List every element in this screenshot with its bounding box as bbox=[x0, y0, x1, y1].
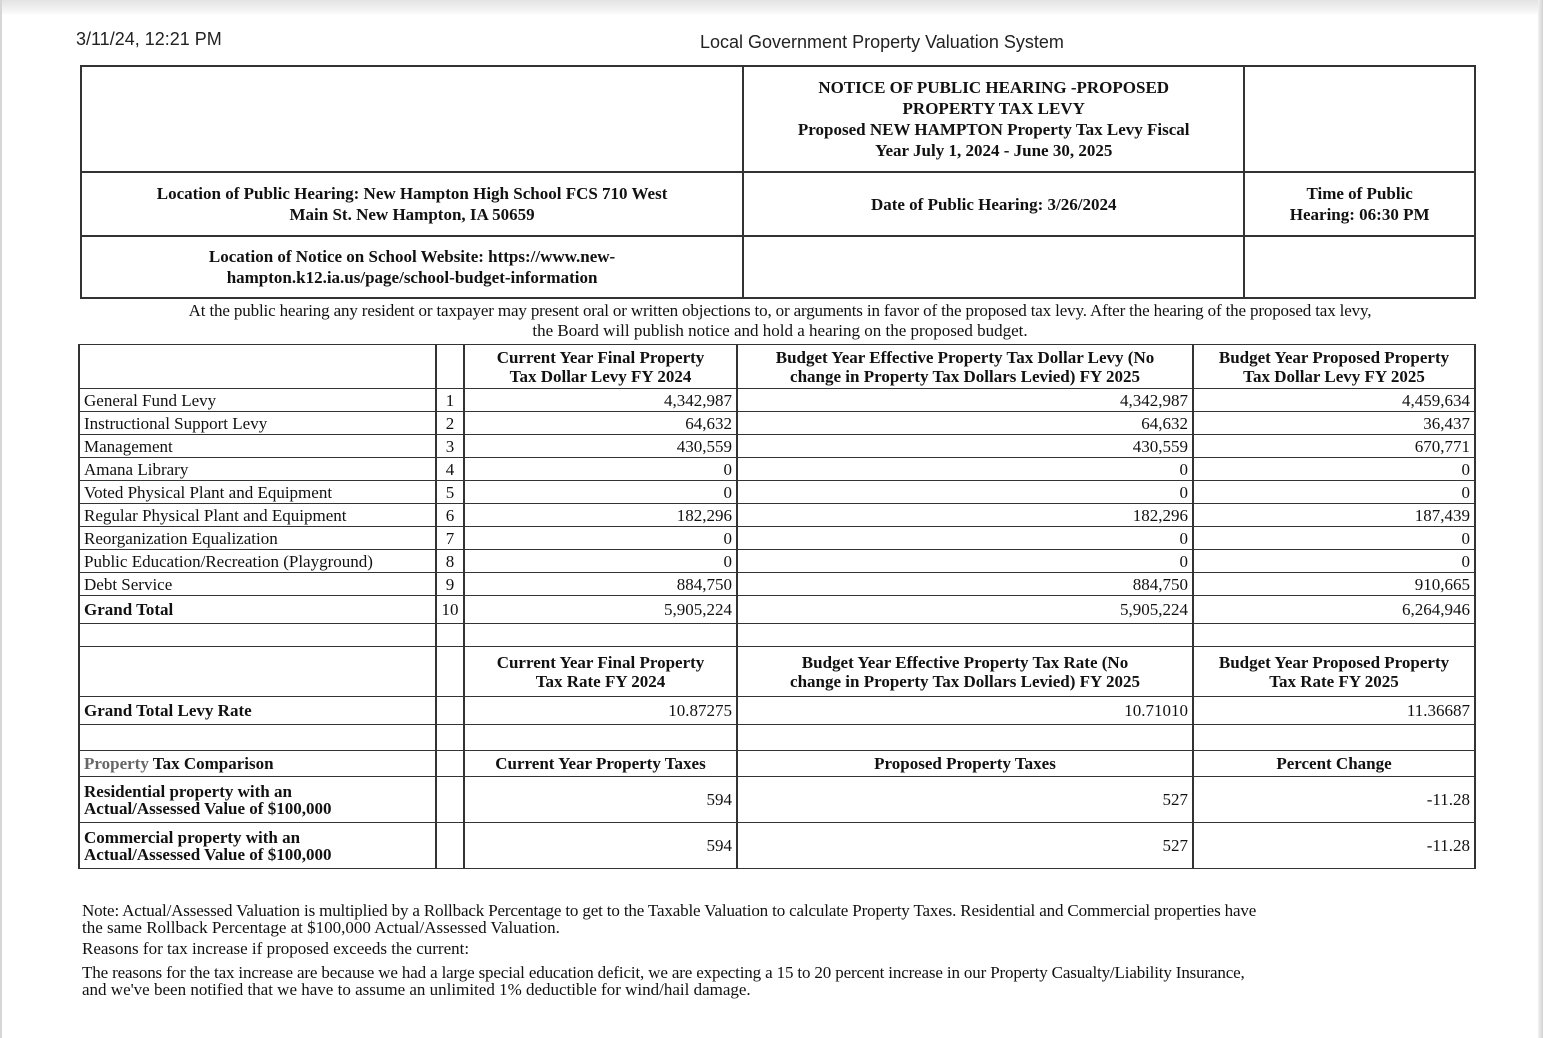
header-line: Budget Year Effective Property Tax Dollar Levy (No bbox=[775, 347, 1155, 367]
comparison-row bbox=[79, 777, 1475, 823]
blank-cell bbox=[464, 624, 737, 647]
header-line: Tax Rate FY 2025 bbox=[1269, 671, 1399, 691]
levy-proposed: 0 bbox=[1193, 458, 1475, 481]
blank-cell bbox=[436, 647, 464, 697]
comparison-header-row bbox=[79, 751, 1475, 777]
table-row bbox=[79, 504, 1475, 527]
levy-current: 0 bbox=[464, 458, 737, 481]
levy-label: Public Education/Recreation (Playground) bbox=[79, 550, 436, 573]
scan-shadow bbox=[0, 0, 1543, 14]
blank-cell bbox=[436, 345, 464, 389]
header-line: Tax Rate FY 2024 bbox=[535, 671, 666, 691]
notice-subtitle-line1: Proposed NEW HAMPTON Property Tax Levy Fiscal bbox=[797, 120, 1190, 139]
rate-header-current bbox=[464, 647, 737, 697]
comparison-header-current: Current Year Property Taxes bbox=[464, 751, 737, 777]
spacer-row bbox=[79, 725, 1475, 751]
comparison-header-change: Percent Change bbox=[1193, 751, 1475, 777]
reasons-text bbox=[82, 964, 1472, 998]
table-row bbox=[79, 573, 1475, 596]
hearing-time-line1: Time of Public bbox=[1306, 184, 1413, 203]
blank-cell bbox=[79, 624, 436, 647]
system-title: Local Government Property Valuation System bbox=[700, 32, 1064, 52]
levy-proposed: 0 bbox=[1193, 527, 1475, 550]
levy-effective: 4,342,987 bbox=[737, 389, 1193, 412]
levy-label: General Fund Levy bbox=[79, 389, 436, 412]
hearing-time-line2: Hearing: 06:30 PM bbox=[1289, 205, 1430, 224]
comparison-row-label bbox=[79, 823, 436, 869]
table-row bbox=[79, 412, 1475, 435]
reasons-line2: and we've been notified that we have to assume an unlimited 1% deductible for wind/hail damage. bbox=[82, 980, 751, 999]
row-label-line: Commercial property with an bbox=[84, 827, 301, 847]
blank-cell bbox=[1244, 236, 1475, 298]
levy-effective: 5,905,224 bbox=[737, 596, 1193, 624]
grand-total-row bbox=[79, 596, 1475, 624]
table-row bbox=[79, 550, 1475, 573]
levy-current: 4,342,987 bbox=[464, 389, 737, 412]
blank-cell bbox=[1244, 66, 1475, 172]
levy-label: Voted Physical Plant and Equipment bbox=[79, 481, 436, 504]
blank-cell bbox=[81, 66, 743, 172]
rate-proposed: 11.36687 bbox=[1193, 697, 1475, 725]
note-line1: Note: Actual/Assessed Valuation is multiplied by a Rollback Percentage to get to the Taxable Valuation to calculate Property Taxes. Residential and Commercial properties have bbox=[82, 901, 1257, 920]
rate-header-effective bbox=[737, 647, 1193, 697]
website-cell bbox=[81, 236, 743, 298]
row-label-line: Actual/Assessed Value of $100,000 bbox=[84, 844, 332, 864]
levy-effective: 182,296 bbox=[737, 504, 1193, 527]
intro-line2: the Board will publish notice and hold a hearing on the proposed budget. bbox=[532, 321, 1028, 340]
levy-proposed: 36,437 bbox=[1193, 412, 1475, 435]
levy-effective: 64,632 bbox=[737, 412, 1193, 435]
note-line2: the same Rollback Percentage at $100,000 Actual/Assessed Valuation. bbox=[82, 918, 560, 937]
blank-cell bbox=[436, 697, 464, 725]
levy-line-number: 2 bbox=[436, 412, 464, 435]
comparison-label-rest: Tax Comparison bbox=[148, 754, 274, 773]
levy-current: 5,905,224 bbox=[464, 596, 737, 624]
notice-title-cell bbox=[743, 66, 1244, 172]
levy-proposed: 670,771 bbox=[1193, 435, 1475, 458]
blank-cell bbox=[743, 236, 1244, 298]
hearing-intro-text bbox=[80, 301, 1480, 341]
levy-current: 0 bbox=[464, 527, 737, 550]
levy-line-number: 6 bbox=[436, 504, 464, 527]
header-line: Budget Year Effective Property Tax Rate (No bbox=[801, 652, 1129, 672]
blank-cell bbox=[79, 345, 436, 389]
levy-table bbox=[78, 344, 1476, 869]
levy-current: 884,750 bbox=[464, 573, 737, 596]
levy-current: 0 bbox=[464, 550, 737, 573]
hearing-location-line2: Main St. New Hampton, IA 50659 bbox=[289, 205, 535, 224]
blank-cell bbox=[1193, 725, 1475, 751]
blank-cell bbox=[737, 725, 1193, 751]
levy-line-number: 3 bbox=[436, 435, 464, 458]
levy-proposed: 0 bbox=[1193, 550, 1475, 573]
levy-header-row bbox=[79, 345, 1475, 389]
notice-title-line2: PROPERTY TAX LEVY bbox=[902, 99, 1085, 118]
table-row bbox=[79, 458, 1475, 481]
levy-line-number: 4 bbox=[436, 458, 464, 481]
comparison-change: -11.28 bbox=[1193, 777, 1475, 823]
levy-effective: 0 bbox=[737, 481, 1193, 504]
blank-cell bbox=[737, 624, 1193, 647]
blank-cell bbox=[464, 725, 737, 751]
rate-header-row bbox=[79, 647, 1475, 697]
header-line: change in Property Tax Dollars Levied) FY 2025 bbox=[790, 366, 1140, 386]
levy-line-number: 7 bbox=[436, 527, 464, 550]
levy-current: 64,632 bbox=[464, 412, 737, 435]
comparison-proposed: 527 bbox=[737, 777, 1193, 823]
levy-label: Reorganization Equalization bbox=[79, 527, 436, 550]
comparison-row-label bbox=[79, 777, 436, 823]
blank-cell bbox=[436, 823, 464, 869]
hearing-location-line1: Location of Public Hearing: New Hampton High School FCS 710 West bbox=[156, 184, 668, 203]
header-line: Budget Year Proposed Property bbox=[1218, 652, 1450, 672]
rate-label: Grand Total Levy Rate bbox=[79, 697, 436, 725]
comparison-label-faded: Property bbox=[84, 754, 149, 773]
notice-title-line1: NOTICE OF PUBLIC HEARING -PROPOSED bbox=[818, 78, 1170, 97]
blank-cell bbox=[436, 725, 464, 751]
levy-header-effective bbox=[737, 345, 1193, 389]
rate-effective: 10.71010 bbox=[737, 697, 1193, 725]
rate-current: 10.87275 bbox=[464, 697, 737, 725]
table-row bbox=[79, 435, 1475, 458]
levy-header-proposed bbox=[1193, 345, 1475, 389]
levy-label: Instructional Support Levy bbox=[79, 412, 436, 435]
print-timestamp: 3/11/24, 12:21 PM bbox=[76, 29, 222, 49]
levy-proposed: 910,665 bbox=[1193, 573, 1475, 596]
comparison-row bbox=[79, 823, 1475, 869]
table-row bbox=[79, 389, 1475, 412]
scan-edge-left bbox=[0, 0, 2, 1038]
levy-label: Grand Total bbox=[79, 596, 436, 624]
levy-label: Amana Library bbox=[79, 458, 436, 481]
hearing-time-cell bbox=[1244, 172, 1475, 236]
levy-label: Management bbox=[79, 435, 436, 458]
levy-effective: 0 bbox=[737, 550, 1193, 573]
blank-cell bbox=[79, 647, 436, 697]
reasons-heading: Reasons for tax increase if proposed exceeds the current: bbox=[82, 939, 470, 958]
comparison-change: -11.28 bbox=[1193, 823, 1475, 869]
levy-current: 0 bbox=[464, 481, 737, 504]
hearing-date: Date of Public Hearing: 3/26/2024 bbox=[743, 172, 1244, 236]
blank-cell bbox=[1193, 624, 1475, 647]
levy-line-number: 9 bbox=[436, 573, 464, 596]
blank-cell bbox=[436, 751, 464, 777]
comparison-header-proposed: Proposed Property Taxes bbox=[737, 751, 1193, 777]
levy-effective: 0 bbox=[737, 527, 1193, 550]
notice-subtitle-line2: Year July 1, 2024 - June 30, 2025 bbox=[875, 141, 1113, 160]
comparison-current: 594 bbox=[464, 823, 737, 869]
intro-line1: At the public hearing any resident or taxpayer may present oral or written objections to, or arguments in favor of the proposed tax levy. After the hearing of the proposed tax levy, bbox=[188, 301, 1372, 320]
levy-line-number: 1 bbox=[436, 389, 464, 412]
levy-label: Debt Service bbox=[79, 573, 436, 596]
header-line: Tax Dollar Levy FY 2024 bbox=[509, 366, 692, 386]
levy-effective: 430,559 bbox=[737, 435, 1193, 458]
blank-cell bbox=[436, 777, 464, 823]
levy-effective: 0 bbox=[737, 458, 1193, 481]
levy-proposed: 187,439 bbox=[1193, 504, 1475, 527]
comparison-current: 594 bbox=[464, 777, 737, 823]
levy-proposed: 0 bbox=[1193, 481, 1475, 504]
header-line: change in Property Tax Dollars Levied) FY 2025 bbox=[790, 671, 1140, 691]
header-line: Budget Year Proposed Property bbox=[1218, 347, 1450, 367]
website-line1: Location of Notice on School Website: https://www.new- bbox=[208, 247, 616, 266]
reasons-line1: The reasons for the tax increase are because we had a large special education deficit, we are expecting a 15 to 20 percent increase in our Property Casualty/Liability Insurance, bbox=[82, 963, 1245, 982]
levy-line-number: 5 bbox=[436, 481, 464, 504]
levy-effective: 884,750 bbox=[737, 573, 1193, 596]
levy-current: 430,559 bbox=[464, 435, 737, 458]
levy-line-number: 8 bbox=[436, 550, 464, 573]
hearing-location-cell bbox=[81, 172, 743, 236]
rate-row bbox=[79, 697, 1475, 725]
row-label-line: Residential property with an bbox=[84, 781, 292, 801]
levy-proposed: 6,264,946 bbox=[1193, 596, 1475, 624]
comparison-label bbox=[79, 751, 436, 777]
levy-proposed: 4,459,634 bbox=[1193, 389, 1475, 412]
spacer-row bbox=[79, 624, 1475, 647]
row-label-line: Actual/Assessed Value of $100,000 bbox=[84, 798, 332, 818]
comparison-proposed: 527 bbox=[737, 823, 1193, 869]
levy-header-current bbox=[464, 345, 737, 389]
blank-cell bbox=[79, 725, 436, 751]
table-row bbox=[79, 481, 1475, 504]
levy-line-number: 10 bbox=[436, 596, 464, 624]
header-line: Current Year Final Property bbox=[496, 347, 705, 367]
header-line: Current Year Final Property bbox=[496, 652, 705, 672]
website-line2: hampton.k12.ia.us/page/school-budget-information bbox=[226, 268, 598, 287]
rollback-note bbox=[82, 902, 1472, 936]
scan-edge-right bbox=[1538, 0, 1543, 1038]
table-row bbox=[79, 527, 1475, 550]
levy-current: 182,296 bbox=[464, 504, 737, 527]
header-line: Tax Dollar Levy FY 2025 bbox=[1243, 366, 1425, 386]
hearing-info-table bbox=[80, 65, 1476, 299]
blank-cell bbox=[436, 624, 464, 647]
rate-header-proposed bbox=[1193, 647, 1475, 697]
levy-label: Regular Physical Plant and Equipment bbox=[79, 504, 436, 527]
